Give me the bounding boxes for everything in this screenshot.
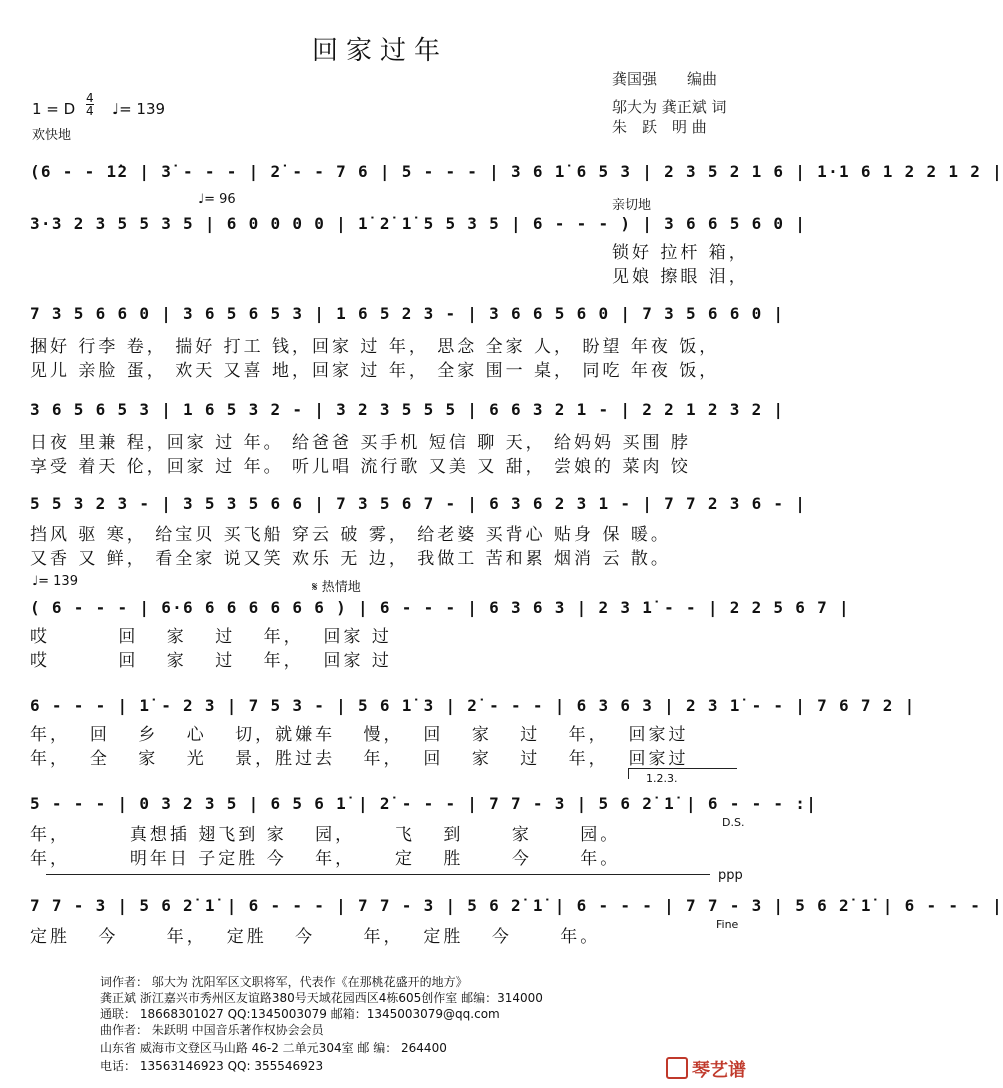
score-line-2: 3·3 2 3 5 5 3 5 | 6 0 0 0 0 | 1̇ 2̇ 1̇ 5 5 3 5 | 6 - - - ) | 3 6 6 5 6 0 | [30, 214, 807, 233]
lyric-line-5a: 挡风 驱 寒， 给宝贝 买飞船 穿云 破 雾， 给老婆 买背心 贴身 保 暖。 [30, 525, 671, 545]
footer-line-4: 曲作者： 朱跃明 中国音乐著作权协会会员 [100, 1023, 324, 1037]
lyric-line-7a: 年， 回 乡 心 切，就嫌车 慢， 回 家 过 年， 回家过 [30, 725, 689, 745]
ds-marking: D.S. [722, 816, 745, 829]
volta-label: 1.2.3. [646, 772, 678, 785]
footer-line-5: 山东省 威海市文登区马山路 46-2 二单元304室 邮 编： 264400 [100, 1041, 447, 1055]
arranger-credit: 龚国强 编曲 [612, 70, 718, 88]
lyric-line-2a: 锁好 拉杆 箱， [612, 243, 749, 263]
footer-line-1: 词作者： 邬大为 沈阳军区文职将军，代表作《在那桃花盛开的地方》 [100, 975, 468, 989]
lyric-line-6b: 哎 回 家 过 年， 回家 过 [30, 651, 392, 671]
lyric-line-8a: 年， 真想插 翅飞到 家 园， 飞 到 家 园。 [30, 825, 621, 845]
lyricist-credit: 邬大为 龚正斌 词 [612, 98, 727, 116]
lyric-line-2b: 见娘 擦眼 泪， [612, 267, 749, 287]
lyric-line-8b: 年， 明年日 子定胜 今 年， 定 胜 今 年。 [30, 849, 621, 869]
composer-credit: 朱 跃 明 曲 [612, 118, 707, 136]
lyric-line-9: 定胜 今 年， 定胜 今 年， 定胜 今 年。 [30, 927, 601, 947]
lyric-line-3b: 见儿 亲脸 蛋， 欢天 又喜 地，回家 过 年， 全家 围一 桌， 同吃 年夜 饭， [30, 361, 720, 381]
song-title: 回家过年 [311, 36, 448, 66]
expression-marking: 亲切地 [612, 198, 652, 213]
mood-marking: 欢快地 [32, 128, 72, 143]
volta-bracket [628, 768, 737, 779]
lyric-line-3a: 捆好 行李 卷， 揣好 打工 钱，回家 过 年， 思念 全家 人， 盼望 年夜 饭， [30, 337, 720, 357]
score-line-1: (6 - - 1̇2 | 3̇ - - - | 2̇ - - 7 6 | 5 - - - | 3 6 1̇ 6 5 3 | 2 3 5 2 1 6 | 1·1 6 1 2 2 1 2 | [30, 162, 1003, 181]
score-line-9: 7 7 - 3 | 5 6 2̇ 1̇ | 6 - - - | 7 7 - 3 | 5 6 2̇ 1̇ | 6 - - - | 7 7 - 3 | 5 6 2̇ 1̇ | 6 - - - | [30, 896, 1003, 915]
tempo-marking: ♩= 139 [112, 100, 166, 118]
tempo-marking-139: ♩= 139 [32, 574, 78, 589]
fine-marking: Fine [716, 918, 739, 931]
score-line-3: 7 3 5 6 6 0 | 3 6 5 6 5 3 | 1 6 5 2 3 - | 3 6 6 5 6 0 | 7 3 5 6 6 0 | [30, 304, 785, 323]
logo-icon [666, 1057, 688, 1079]
site-logo[interactable] [666, 1056, 746, 1082]
dim-hairpin [46, 874, 710, 879]
score-line-7: 6 - - - | 1̇ - 2 3 | 7 5 3 - | 5 6 1̇ 3 | 2̇ - - - | 6 3 6 3 | 2 3 1̇ - - | 7 6 7 2 | [30, 696, 916, 715]
lyric-line-4b: 享受 着天 伦，回家 过 年。 听儿唱 流行歌 又美 又 甜， 尝娘的 菜肉 饺 [30, 457, 691, 477]
lyric-line-7b: 年， 全 家 光 景，胜过去 年， 回 家 过 年， 回家过 [30, 749, 689, 769]
lyric-line-4a: 日夜 里兼 程，回家 过 年。 给爸爸 买手机 短信 聊 天， 给妈妈 买围 脖 [30, 433, 691, 453]
time-signature: 4 4 [86, 91, 94, 118]
score-line-8: 5 - - - | 0 3 2 3 5 | 6 5 6 1̇ | 2̇ - - - | 7 7 - 3 | 5 6 2̇ 1̇ | 6 - - - :| [30, 794, 818, 813]
tempo-marking-96: ♩= 96 [198, 192, 236, 207]
footer-line-3: 通联： 18668301027 QQ:1345003079 邮箱：1345003079@qq.com [100, 1007, 500, 1021]
key-signature: 1 = D [32, 100, 76, 118]
lyric-line-6a: 哎 回 家 过 年， 回家 过 [30, 627, 392, 647]
score-line-5: 5 5 3 2 3 - | 3 5 3 5 6 6 | 7 3 5 6 7 - | 6 3 6 2 3 1 - | 7 7 2 3 6 - | [30, 494, 807, 513]
footer-line-2: 龚正斌 浙江嘉兴市秀州区友谊路380号天域花园西区4栋605创作室 邮编：314000 [100, 991, 543, 1005]
lyric-line-5b: 又香 又 鲜， 看全家 说又笑 欢乐 无 边， 我做工 苦和累 烟消 云 散。 [30, 549, 671, 569]
logo-text: 琴艺谱 [692, 1060, 746, 1081]
score-line-6: ( 6 - - - | 6·6 6 6 6 6 6 6 ) | 6 - - - | 6 3 6 3 | 2 3 1̇ - - | 2 2 5 6 7 | [30, 598, 850, 617]
score-line-4: 3 6 5 6 5 3 | 1 6 5 3 2 - | 3 2 3 5 5 5 | 6 6 3 2 1 - | 2 2 1 2 3 2 | [30, 400, 785, 419]
ppp-marking: ppp [718, 868, 743, 883]
footer-line-6: 电话： 13563146923 QQ: 355546923 [100, 1059, 324, 1073]
segno-marking: 𝄋 热情地 [312, 580, 361, 595]
